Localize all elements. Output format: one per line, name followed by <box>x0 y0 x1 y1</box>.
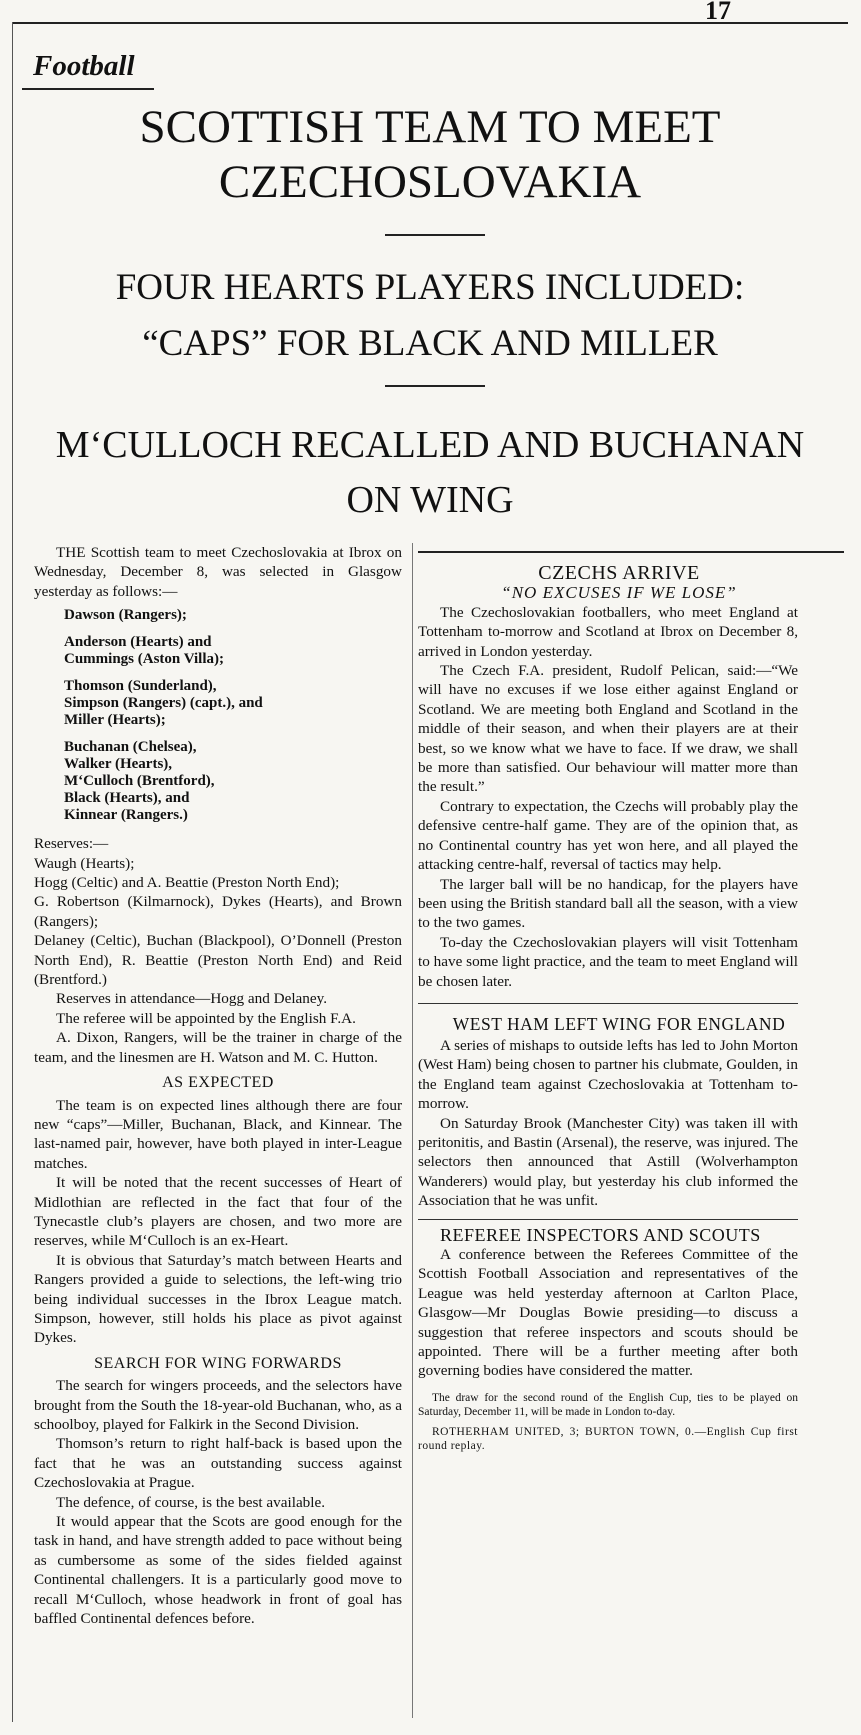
main-headline-line-1: SCOTTISH TEAM TO MEET <box>139 101 721 153</box>
subheadline-1-line-1: FOUR HEARTS PLAYERS INCLUDED: <box>115 267 745 308</box>
divider-2 <box>385 385 485 387</box>
cup-draw-note: The draw for the second round of the English Cup, ties to be played on Saturday, December 11, will be made in London to-day. <box>418 1391 798 1418</box>
right-column-top-rule <box>418 551 844 553</box>
attendance-paragraph: Reserves in attendance—Hogg and Delaney. <box>56 990 328 1008</box>
main-headline <box>20 100 840 211</box>
czechs-arrive-subheading: “NO EXCUSES IF WE LOSE” <box>501 583 737 603</box>
paragraph: The defence, of course, is the best available. <box>56 1493 326 1511</box>
reserve-line: Waugh (Hearts); <box>34 854 135 872</box>
subhead-wing-forwards: SEARCH FOR WING FORWARDS <box>94 1354 342 1372</box>
reserve-line: G. Robertson (Kilmarnock), Dykes (Hearts), and Brown (Rangers); <box>34 893 402 930</box>
team-goalkeeper: Dawson (Rangers); <box>64 607 187 624</box>
reserves-label: Reserves:— <box>34 835 109 853</box>
left-margin-rule <box>12 22 13 1722</box>
paragraph: The search for wingers proceeds, and the selectors have brought from the South the 18-year-old Buchanan, who, as a schoolboy, played for Falkirk in the Second Division. <box>34 1377 402 1433</box>
stop-press <box>418 1391 798 1453</box>
team-forwards: Buchanan (Chelsea), Walker (Hearts), M‘Culloch (Brentford), Black (Hearts), and Kinnear (Rangers.) <box>64 739 215 824</box>
paragraph: Contrary to expectation, the Czechs will probably play the defensive centre-half game. They are of the opinion that, as no Continental country has yet won here, and all played the attacking centre-half, reversal of tactics may help. <box>418 797 798 874</box>
paragraph: The Czechoslovakian footballers, who meet England at Tottenham to-morrow and Scotland at Ibrox on December 8, arrived in London yesterday. <box>418 603 798 660</box>
reserve-line: Delaney (Celtic), Buchan (Blackpool), O’Donnell (Preston North End), R. Beattie (Preston North End) and Reid (Brentford.) <box>34 932 402 989</box>
subheadline-2 <box>20 418 840 528</box>
paragraph: A series of mishaps to outside lefts has led to John Morton (West Ham) being chosen to partner his clubmate, Goulden, in the England team against Czechoslovakia at Tottenham to-morrow. <box>418 1036 798 1113</box>
paragraph: The team is on expected lines although there are four new “caps”—Miller, Buchanan, Black, and Kinnear. The last-named pair, however, have both played in inter-League matches. <box>34 1096 402 1172</box>
column-divider <box>412 543 413 1718</box>
paragraph: It is obvious that Saturday’s match between Hearts and Rangers provided a guide to selections, the left-wing trio being individual successes in the Ibrox League match. Simpson, however, still holds his place as pivot against Dykes. <box>34 1251 402 1347</box>
section-underline <box>22 88 154 90</box>
paragraph: On Saturday Brook (Manchester City) was taken ill with peritonitis, and Bastin (Arsenal), the reserve, was injured. The selectors then announced that Astill (Wolverhampton Wanderers) would play, but yesterday his club informed the Association that he was unfit. <box>418 1114 798 1210</box>
reserve-line: Hogg (Celtic) and A. Beattie (Preston North End); <box>34 874 340 892</box>
paragraph: It would appear that the Scots are good enough for the task in hand, and have strength added to pace without being as cumbersome as some of the sides fielded against Continental challengers. It is a particularly good move to recall M‘Culloch, whose headwork in front of goal has baffled Continental defences before. <box>34 1513 402 1628</box>
section-rule <box>418 1003 798 1004</box>
paragraph: A conference between the Referees Committee of the Scottish Football Association and representatives of the League was held yesterday afternoon at Carlton Place, Glasgow—Mr Douglas Bowie presiding—to discuss a suggestion that referee inspectors and scouts should be appointed. There will be a further meeting after both governing bodies have considered the matter. <box>418 1246 798 1380</box>
czechs-arrive-heading: CZECHS ARRIVE <box>538 562 700 584</box>
west-ham-heading: WEST HAM LEFT WING FOR ENGLAND <box>452 1013 786 1034</box>
page-number: 17 <box>705 0 731 25</box>
subheadline-2-line-2: ON WING <box>346 479 514 522</box>
team-halves: Thomson (Sunderland), Simpson (Rangers) (capt.), and Miller (Hearts); <box>64 678 263 729</box>
section-rule <box>418 1219 798 1220</box>
right-column <box>418 564 798 1453</box>
subheadline-1-line-2: “CAPS” FOR BLACK AND MILLER <box>142 322 718 364</box>
divider-1 <box>385 234 485 236</box>
subheadline-2-line-1: M‘CULLOCH RECALLED AND BUCHANAN <box>55 424 805 466</box>
paragraph: The Czech F.A. president, Rudolf Pelican, said:—“We will have no excuses if we lose either against England or Scotland. We are meeting both England and Scotland in the middle of their season, and when their players are at their best, so we know what we have to face. If we draw, we shall be more than satisfied. Our behaviour will matter more than the result.” <box>418 662 798 796</box>
main-headline-line-2: CZECHOSLOVAKIA <box>218 156 642 209</box>
left-column <box>34 543 402 1628</box>
paragraph: Thomson’s return to right half-back is based upon the fact that he was an outstanding success against Czechoslovakia at Prague. <box>34 1435 402 1492</box>
paragraph: To-day the Czechoslovakian players will visit Tottenham to have some light practice, and the team to meet England will be chosen later. <box>418 933 798 990</box>
cup-result-note: ROTHERHAM UNITED, 3; BURTON TOWN, 0.—English Cup first round replay. <box>418 1425 798 1452</box>
referee-inspectors-heading: REFEREE INSPECTORS AND SCOUTS <box>440 1224 761 1245</box>
top-rule <box>12 22 848 24</box>
trainer-paragraph: A. Dixon, Rangers, will be the trainer in charge of the team, and the linesmen are H. Watson and M. C. Hutton. <box>34 1029 402 1066</box>
section-label: Football <box>33 50 135 82</box>
paragraph: The larger ball will be no handicap, for the players have been using the British standard ball all the season, with a view to the two games. <box>418 875 798 932</box>
intro-paragraph: THE Scottish team to meet Czechoslovakia at Ibrox on Wednesday, December 8, was selected in Glasgow yesterday as follows:— <box>34 544 402 600</box>
team-backs: Anderson (Hearts) and Cummings (Aston Villa); <box>64 634 225 668</box>
team-list <box>64 607 402 824</box>
referee-paragraph: The referee will be appointed by the English F.A. <box>56 1009 356 1027</box>
paragraph: It will be noted that the recent successes of Heart of Midlothian are reflected in the fact that four of the Tynecastle club’s players are chosen, and two more are reserves, while M‘Culloch is an ex-Heart. <box>34 1174 402 1250</box>
reserves-list <box>34 834 402 989</box>
subheadline-1 <box>20 260 840 371</box>
subhead-as-expected: AS EXPECTED <box>162 1074 274 1092</box>
